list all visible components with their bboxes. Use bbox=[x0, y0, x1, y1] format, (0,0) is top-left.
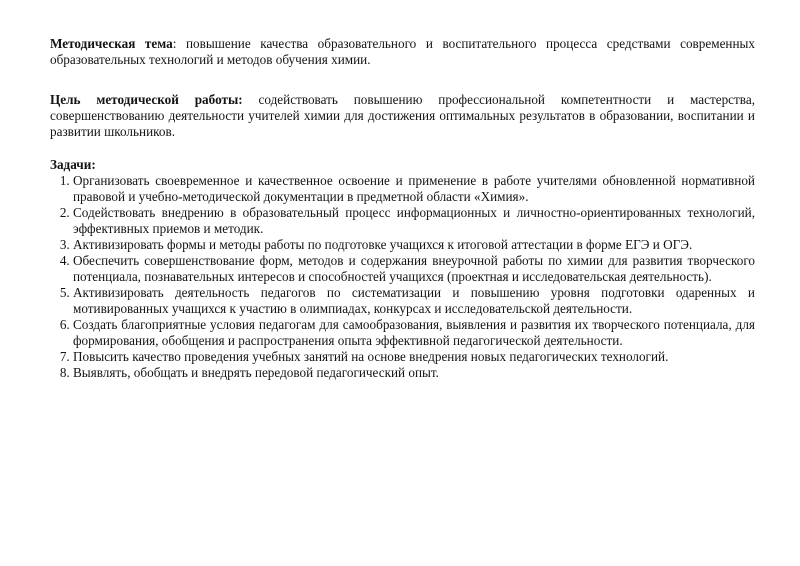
methodical-theme-paragraph bbox=[50, 36, 755, 68]
task-list-item: 3. Активизировать формы и методы работы по подготовке учащихся к итоговой аттестации в форме ЕГЭ и ОГЭ. bbox=[73, 237, 755, 253]
goal-label: Цель методической работы: bbox=[50, 92, 243, 107]
task-list-item: 6. Создать благоприятные условия педагогам для самообразования, выявления и развития их творческого потенциала, для формирования, обобщения и распространения опыта эффективной педагогической деятельности. bbox=[73, 317, 755, 349]
task-list-item: 7. Повысить качество проведения учебных занятий на основе внедрения новых педагогических технологий. bbox=[73, 349, 755, 365]
tasks-heading: Задачи: bbox=[50, 157, 96, 172]
methodical-theme-label: Методическая тема bbox=[50, 36, 173, 51]
task-list bbox=[50, 173, 755, 381]
task-list-item: 8. Выявлять, обобщать и внедрять передовой педагогический опыт. bbox=[73, 365, 755, 381]
task-list-item: 1. Организовать своевременное и качественное освоение и применение в работе учителями обновленной нормативной правовой и учебно-методической документации в предметной области «Химия». bbox=[73, 173, 755, 205]
goal-paragraph bbox=[50, 92, 755, 140]
task-list-item: 5. Активизировать деятельность педагогов по систематизации и повышению уровня подготовки одаренных и мотивированных учащихся к участию в олимпиадах, конкурсах и исследовательской деятельности. bbox=[73, 285, 755, 317]
methodical-theme-text: : повышение качества образовательного и воспитательного процесса средствами современных образовательных технологий и методов обучения химии. bbox=[50, 36, 755, 67]
task-list-item: 2. Содействовать внедрению в образовательный процесс информационных и личностно-ориентированных технологий, эффективных приемов и методик. bbox=[73, 205, 755, 237]
goal-text: содействовать повышению профессиональной компетентности и мастерства, совершенствованию деятельности учителей химии для достижения оптимальных результатов в образовании, воспитании и развитии школьников. bbox=[50, 92, 755, 139]
task-list-item: 4. Обеспечить совершенствование форм, методов и содержания внеурочной работы по химии для развития творческого потенциала, познавательных интересов и способностей учащихся (проектная и исследовательская деятельность). bbox=[73, 253, 755, 285]
